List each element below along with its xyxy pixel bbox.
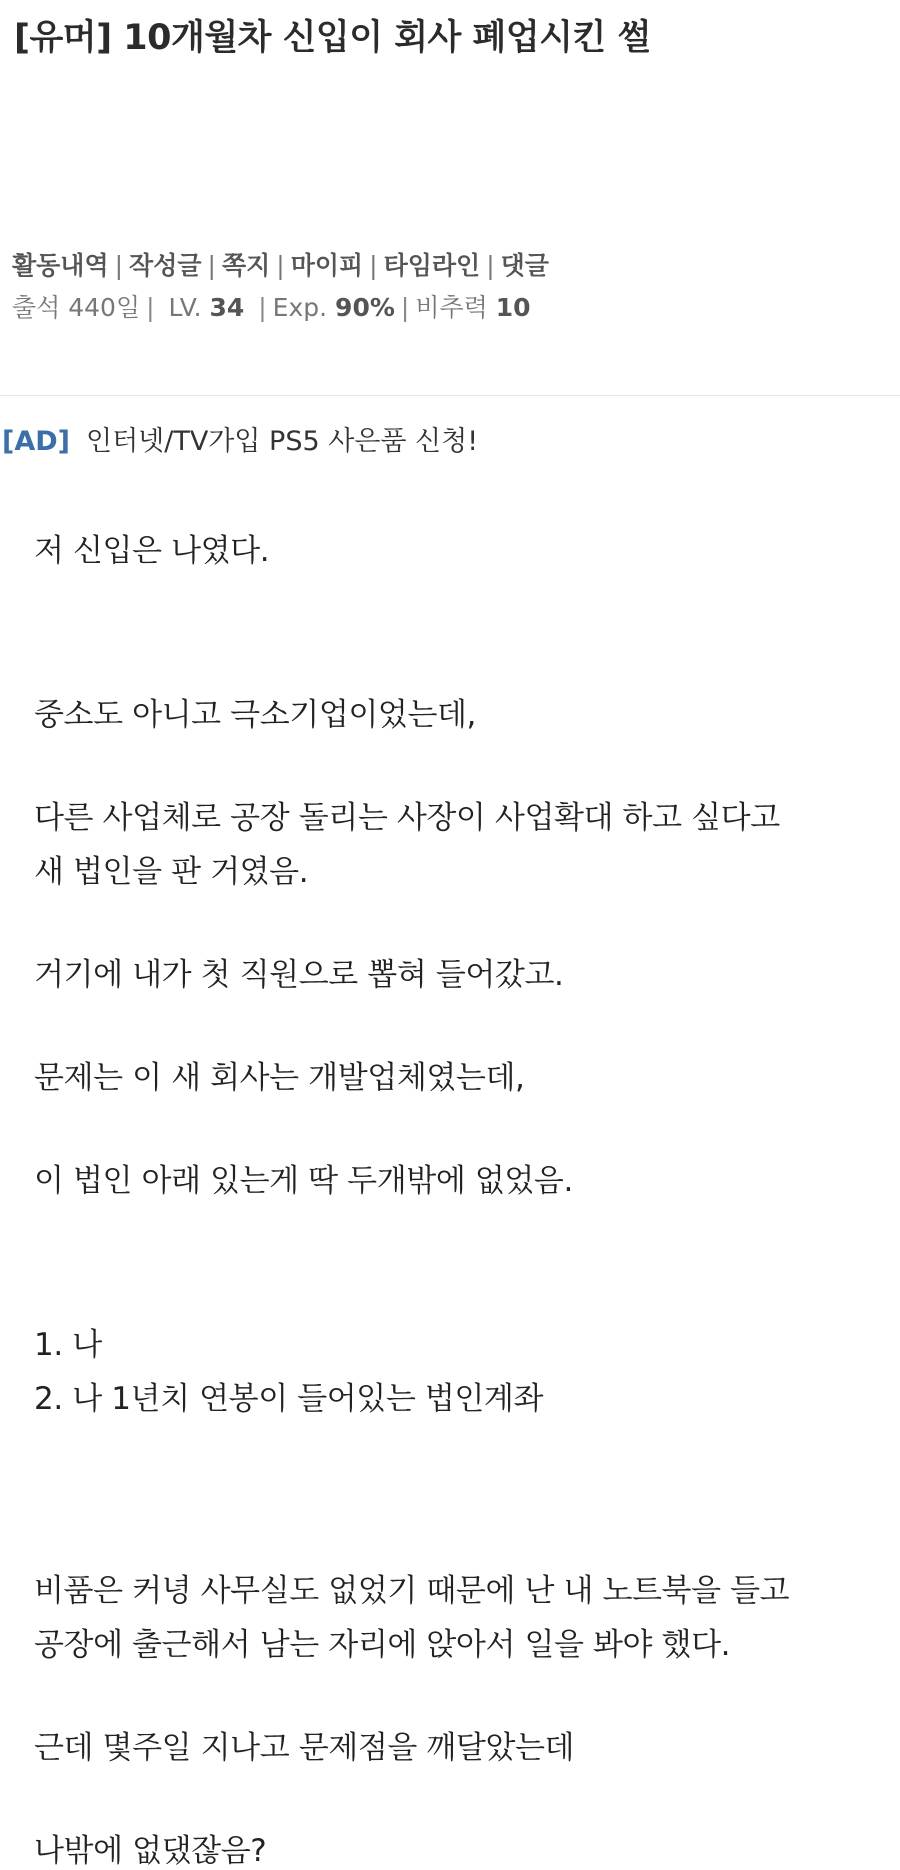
body-line: 공장에 출근해서 남는 자리에 앉아서 일을 봐야 했다. [34,1627,731,1663]
user-stats [12,288,531,324]
user-menu-separator: | [486,251,495,280]
body-line: 나밖에 없댔잖음? [34,1833,267,1869]
user-menu-message-link[interactable]: 쪽지 [221,251,271,280]
body-line: 거기에 내가 첫 직원으로 뽑혀 들어갔고. [34,957,564,993]
body-line: 비품은 커녕 사무실도 없었기 때문에 난 내 노트북을 들고 [34,1573,790,1609]
body-line: 문제는 이 새 회사는 개발업체였는데, [34,1060,525,1096]
body-line: 새 법인을 판 거였음. [34,854,309,890]
body-line: 1. 나 [34,1327,102,1363]
level-value: 34 [209,293,245,322]
user-menu-posts-link[interactable]: 작성글 [129,251,202,280]
body-line: 이 법인 아래 있는게 딱 두개밖에 없었음. [34,1163,573,1199]
body-line: 저 신입은 나였다. [34,533,270,569]
ability-value: 10 [495,293,531,322]
body-line: 중소도 아니고 극소기업이었는데, [34,697,477,733]
user-menu-comments-link[interactable]: 댓글 [500,251,549,280]
level-label: LV. [168,293,202,322]
user-menu [12,246,549,282]
ad-badge: [AD] [2,426,70,457]
header-divider [0,395,900,396]
stats-separator: | [400,293,410,322]
stats-separator: | [146,293,155,322]
user-menu-separator: | [369,251,378,280]
user-menu-mypi-link[interactable]: 마이피 [290,251,364,280]
user-menu-activity-link[interactable]: 활동내역 [12,251,109,280]
user-menu-separator: | [276,251,285,280]
post-title: [유머] 10개월차 신입이 회사 폐업시킨 썰 [14,18,651,58]
user-menu-separator: | [207,251,216,280]
user-menu-timeline-link[interactable]: 타임라인 [383,251,481,280]
exp-value: 90% [335,293,395,322]
body-line: 2. 나 1년치 연봉이 들어있는 법인계좌 [34,1381,544,1417]
exp-label: Exp. [272,293,328,322]
user-menu-separator: | [114,251,124,280]
ad-link[interactable] [2,419,478,458]
attendance-count: 출석 440일 [12,293,141,322]
ability-label: 비추력 [415,293,488,322]
ad-text: 인터넷/TV가입 PS5 사은품 신청! [86,426,479,457]
body-line: 근데 몇주일 지나고 문제점을 깨달았는데 [34,1730,575,1766]
stats-separator: | [258,293,267,322]
body-line: 다른 사업체로 공장 돌리는 사장이 사업확대 하고 싶다고 [34,800,780,836]
